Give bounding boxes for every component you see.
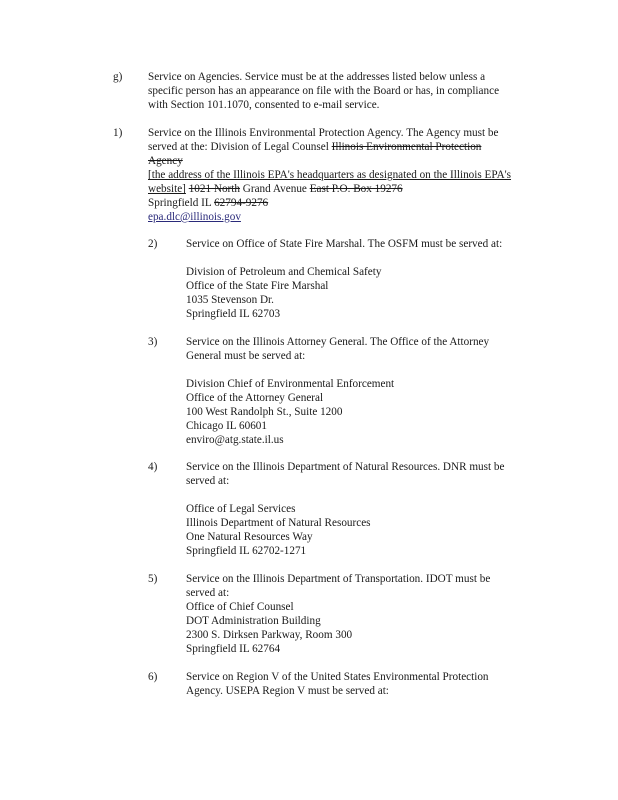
section-g-line-1: Service on Agencies. Service must be at the addresses listed below unless a bbox=[148, 71, 486, 83]
section-g-line-3: with Section 101.1070, consented to e-mail service. bbox=[148, 99, 380, 111]
item-1-line-5-inserted: website] bbox=[148, 183, 186, 195]
item-4-address-line: Springfield IL 62702-1271 bbox=[186, 545, 307, 557]
item-1-line-2 bbox=[148, 140, 481, 154]
item-4-address-line: Illinois Department of Natural Resources bbox=[186, 517, 371, 529]
item-2-address-line: Springfield IL 62703 bbox=[186, 308, 281, 320]
item-2-address-line: Division of Petroleum and Chemical Safety bbox=[186, 266, 382, 278]
item-6-line-1: Service on Region V of the United States Environmental Protection bbox=[186, 671, 489, 683]
item-3-line-2: General must be served at: bbox=[186, 350, 306, 362]
item-3-address-line: 100 West Randolph St., Suite 1200 bbox=[186, 406, 343, 418]
item-1-line-5-deleted-b: East P.O. Box 19276 bbox=[309, 183, 403, 195]
item-2-address-line: Office of the State Fire Marshal bbox=[186, 280, 329, 292]
item-1-line-1: Service on the Illinois Environmental Protection Agency. The Agency must be bbox=[148, 127, 499, 139]
item-4-line-2: served at: bbox=[186, 475, 230, 487]
item-3-address-line: Chicago IL 60601 bbox=[186, 420, 267, 432]
section-g-line-2: specific person has an appearance on file with the Board or has, in compliance bbox=[148, 85, 500, 97]
item-1-email-link[interactable]: epa.dlc@illinois.gov bbox=[148, 211, 241, 223]
item-3-email: enviro@atg.state.il.us bbox=[186, 434, 284, 446]
item-4-address-line: Office of Legal Services bbox=[186, 503, 296, 515]
item-5-address-line: Springfield IL 62764 bbox=[186, 643, 281, 655]
item-1-line-6-text: Springfield IL bbox=[148, 197, 215, 209]
item-1-line-3-deleted: Agency bbox=[148, 155, 183, 167]
item-5-address-line: Office of Chief Counsel bbox=[186, 601, 294, 613]
item-3-line-1: Service on the Illinois Attorney General. The Office of the Attorney bbox=[186, 336, 490, 348]
item-2-line-1: Service on Office of State Fire Marshal. The OSFM must be served at: bbox=[186, 238, 503, 250]
item-2-marker: 2) bbox=[148, 238, 158, 250]
item-1-line-2-deleted: Illinois Environmental Protection bbox=[331, 141, 482, 153]
item-1-line-6 bbox=[148, 196, 268, 210]
item-4-marker: 4) bbox=[148, 461, 158, 473]
item-1-marker: 1) bbox=[113, 127, 123, 139]
item-1-line-5-text: Grand Avenue bbox=[239, 183, 310, 195]
item-1-line-4-inserted: [the address of the Illinois EPA's headquarters as designated on the Illinois EPA's bbox=[148, 169, 512, 181]
item-5-line-1: Service on the Illinois Department of Transportation. IDOT must be bbox=[186, 573, 491, 585]
item-1-line-6-deleted: 62794-9276 bbox=[214, 197, 269, 209]
section-g-marker: g) bbox=[113, 71, 123, 83]
item-5-address-line: DOT Administration Building bbox=[186, 615, 321, 627]
item-1-line-2-text: served at the: Division of Legal Counsel bbox=[148, 141, 332, 153]
item-3-address-line: Division Chief of Environmental Enforcement bbox=[186, 378, 395, 390]
item-5-address-line: 2300 S. Dirksen Parkway, Room 300 bbox=[186, 629, 353, 641]
item-1-line-5 bbox=[148, 182, 403, 196]
item-3-marker: 3) bbox=[148, 336, 158, 348]
item-5-marker: 5) bbox=[148, 573, 158, 585]
item-3-address-line: Office of the Attorney General bbox=[186, 392, 324, 404]
item-2-address-line: 1035 Stevenson Dr. bbox=[186, 294, 274, 306]
item-4-line-1: Service on the Illinois Department of Natural Resources. DNR must be bbox=[186, 461, 505, 473]
item-6-marker: 6) bbox=[148, 671, 158, 683]
item-4-address-line: One Natural Resources Way bbox=[186, 531, 313, 543]
item-5-line-2: served at: bbox=[186, 587, 230, 599]
item-1-line-5-deleted-a: 1021 North bbox=[188, 183, 240, 195]
item-6-line-2: Agency. USEPA Region V must be served at: bbox=[186, 685, 389, 697]
